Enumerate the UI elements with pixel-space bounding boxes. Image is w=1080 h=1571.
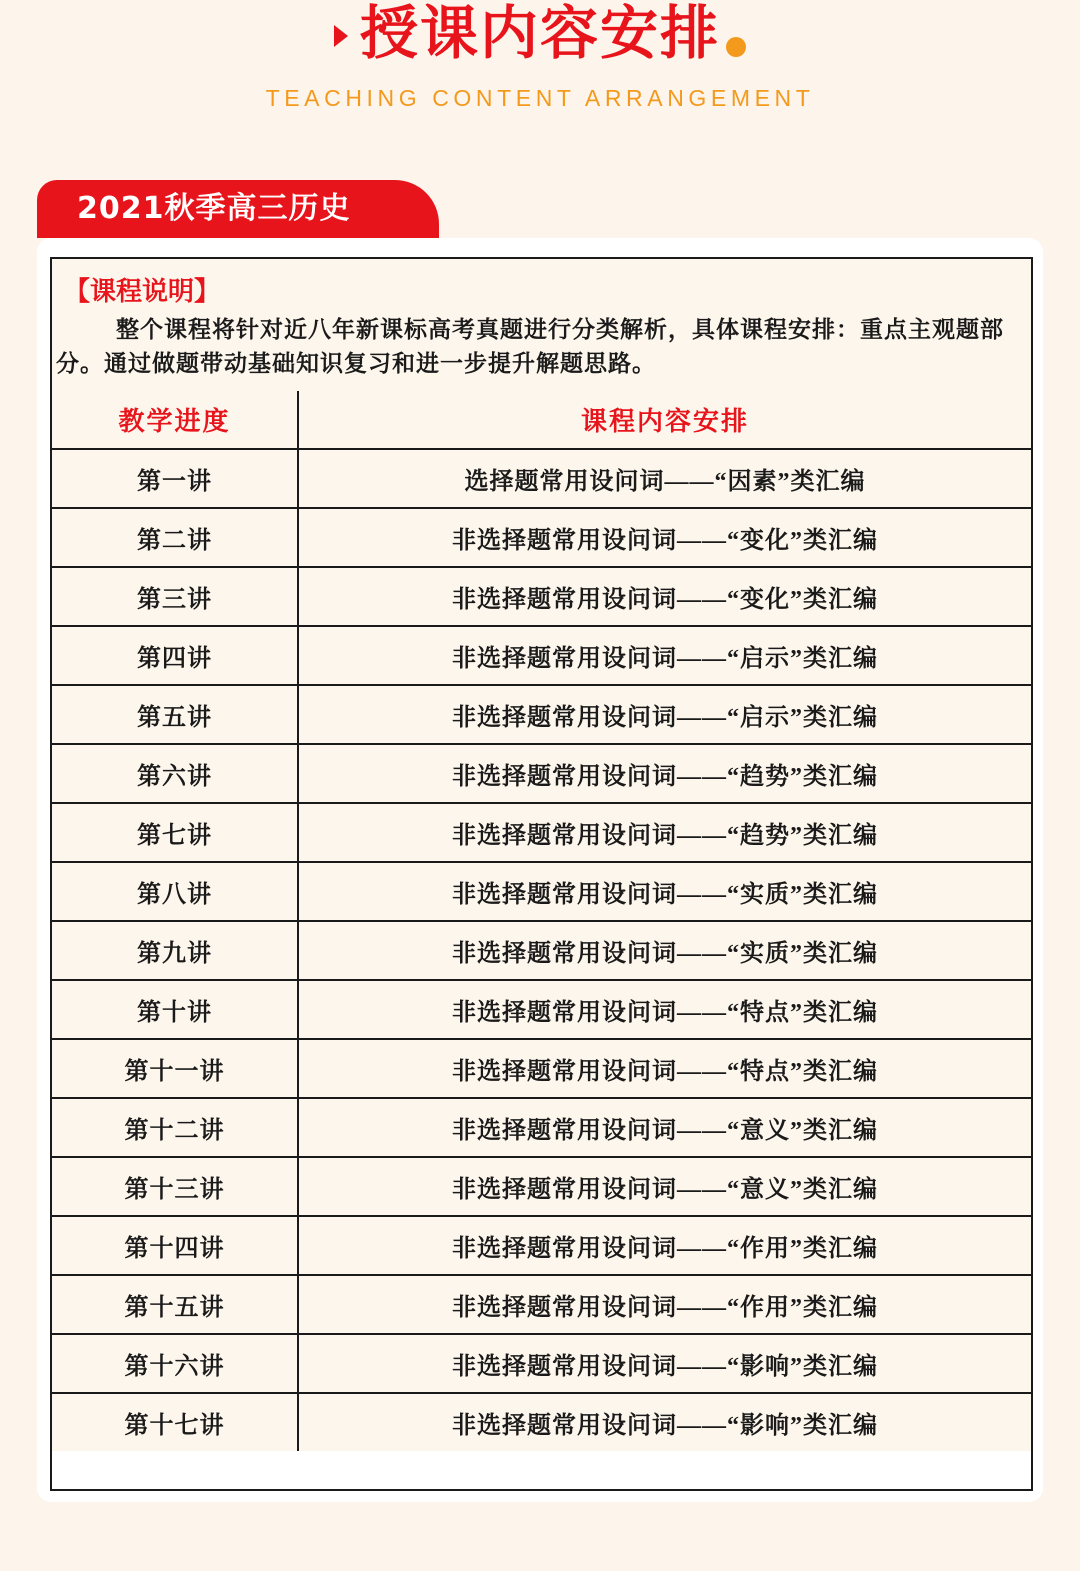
table-row: [52, 980, 1031, 1039]
lecture-cell: 第三讲: [52, 567, 298, 626]
course-tab-label: 2021秋季高三历史: [77, 191, 351, 226]
table-row: [52, 803, 1031, 862]
content-cell: 非选择题常用设问词——“影响”类汇编: [298, 1334, 1031, 1393]
table-row: [52, 626, 1031, 685]
table-row: [52, 1098, 1031, 1157]
content-cell: 非选择题常用设问词——“启示”类汇编: [298, 685, 1031, 744]
lecture-cell: 第十二讲: [52, 1098, 298, 1157]
table-row: [52, 508, 1031, 567]
page-title: 授课内容安排: [359, 0, 720, 67]
column-header-progress: 教学进度: [52, 391, 298, 449]
table-row: [52, 1275, 1031, 1334]
table-row: [52, 862, 1031, 921]
content-cell: 非选择题常用设问词——“作用”类汇编: [298, 1275, 1031, 1334]
course-tab: [37, 180, 439, 238]
table-row: [52, 1157, 1031, 1216]
description-heading: 【课程说明】: [64, 277, 221, 306]
table-row: [52, 744, 1031, 803]
schedule-table: [52, 391, 1031, 1451]
content-cell: 选择题常用设问词——“因素”类汇编: [298, 449, 1031, 508]
content-cell: 非选择题常用设问词——“变化”类汇编: [298, 567, 1031, 626]
lecture-cell: 第十六讲: [52, 1334, 298, 1393]
lecture-cell: 第二讲: [52, 508, 298, 567]
column-header-content: 课程内容安排: [298, 391, 1031, 449]
description-body: 整个课程将针对近八年新课标高考真题进行分类解析，具体课程安排：重点主观题部分。通过做题带动基础知识复习和进一步提升解题思路。: [56, 317, 1004, 376]
content-cell: 非选择题常用设问词——“实质”类汇编: [298, 862, 1031, 921]
content-cell: 非选择题常用设问词——“意义”类汇编: [298, 1157, 1031, 1216]
content-cell: 非选择题常用设问词——“特点”类汇编: [298, 1039, 1031, 1098]
content-cell: 非选择题常用设问词——“启示”类汇编: [298, 626, 1031, 685]
content-cell: 非选择题常用设问词——“实质”类汇编: [298, 921, 1031, 980]
lecture-cell: 第一讲: [52, 449, 298, 508]
table-row: [52, 1334, 1031, 1393]
content-cell: 非选择题常用设问词——“趋势”类汇编: [298, 744, 1031, 803]
page-subtitle: TEACHING CONTENT ARRANGEMENT: [265, 85, 815, 111]
content-cell: 非选择题常用设问词——“作用”类汇编: [298, 1216, 1031, 1275]
table-row: [52, 1216, 1031, 1275]
lecture-cell: 第四讲: [52, 626, 298, 685]
schedule-body: [52, 449, 1031, 1451]
lecture-cell: 第十五讲: [52, 1275, 298, 1334]
lecture-cell: 第八讲: [52, 862, 298, 921]
page-header: [0, 0, 1080, 120]
title-block: [0, 0, 1080, 66]
table-row: [52, 1039, 1031, 1098]
lecture-cell: 第七讲: [52, 803, 298, 862]
content-cell: 非选择题常用设问词——“意义”类汇编: [298, 1098, 1031, 1157]
content-cell: 非选择题常用设问词——“特点”类汇编: [298, 980, 1031, 1039]
table-row: [52, 567, 1031, 626]
title-row: [334, 0, 746, 66]
table-header-row: [52, 391, 1031, 449]
lecture-cell: 第六讲: [52, 744, 298, 803]
content-cell: 非选择题常用设问词——“趋势”类汇编: [298, 803, 1031, 862]
lecture-cell: 第十讲: [52, 980, 298, 1039]
table-row: [52, 685, 1031, 744]
course-description: [52, 259, 1031, 391]
lecture-cell: 第十四讲: [52, 1216, 298, 1275]
triangle-bullet-icon: [334, 25, 348, 47]
lecture-cell: 第十一讲: [52, 1039, 298, 1098]
lecture-cell: 第九讲: [52, 921, 298, 980]
table-row: [52, 449, 1031, 508]
table-row: [52, 921, 1031, 980]
dot-icon: [726, 37, 746, 57]
content-cell: 非选择题常用设问词——“影响”类汇编: [298, 1393, 1031, 1451]
course-document: [50, 257, 1033, 1491]
lecture-cell: 第五讲: [52, 685, 298, 744]
content-cell: 非选择题常用设问词——“变化”类汇编: [298, 508, 1031, 567]
table-row: [52, 1393, 1031, 1451]
lecture-cell: 第十七讲: [52, 1393, 298, 1451]
lecture-cell: 第十三讲: [52, 1157, 298, 1216]
